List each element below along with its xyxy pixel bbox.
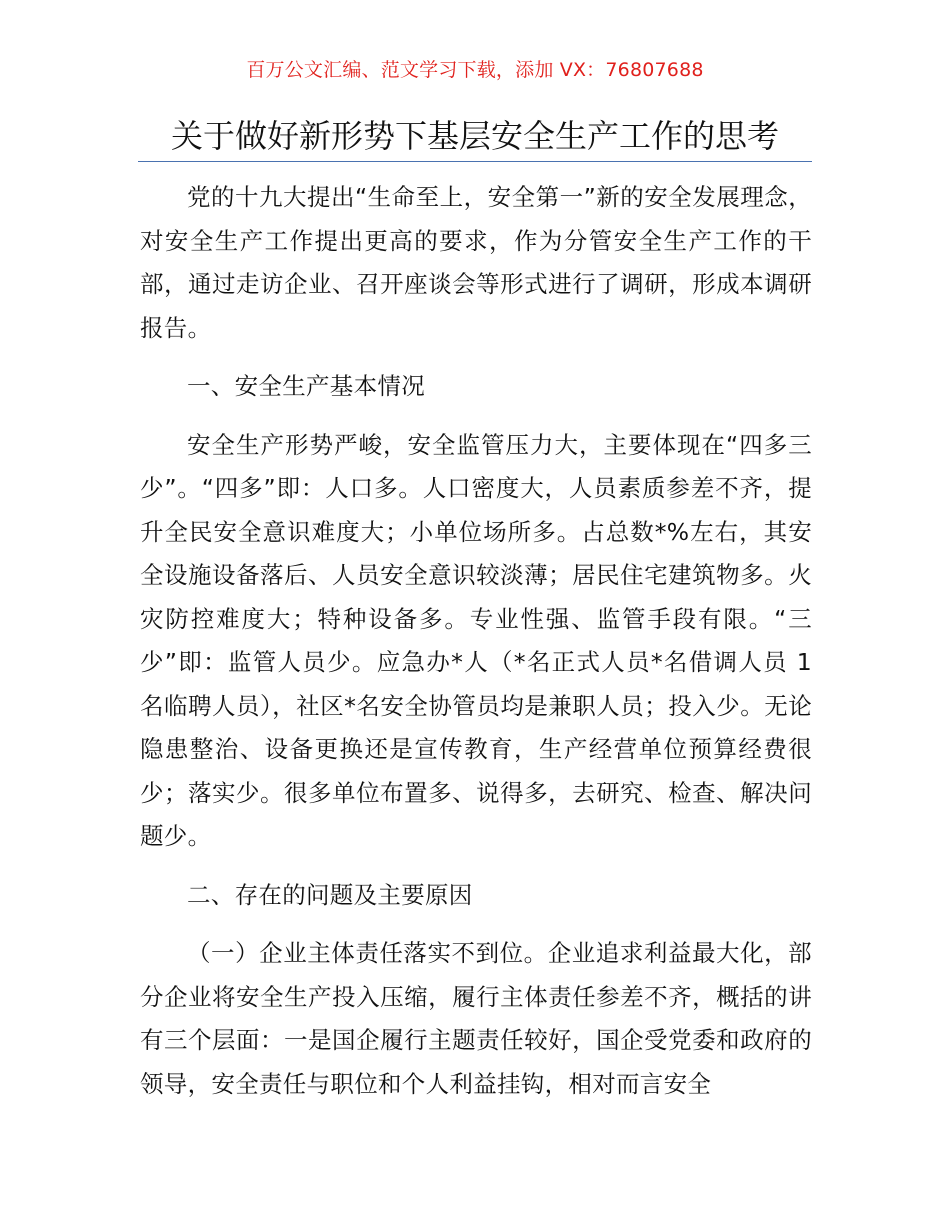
intro-paragraph: 党的十九大提出“生命至上，安全第一”新的安全发展理念，对安全生产工作提出更高的要求，作为分管安全生产工作的干部，通过走访企业、召开座谈会等形式进行了调研，形成本调研报告。	[140, 183, 812, 342]
document-body	[140, 176, 812, 1106]
paragraph-gap	[140, 859, 812, 874]
paragraph-gap	[140, 917, 812, 932]
section-1-heading: 一、安全生产基本情况	[187, 372, 425, 400]
section-2-paragraph: （一）企业主体责任落实不到位。企业追求利益最大化，部分企业将安全生产投入压缩，履行主体责任参差不齐，概括的讲有三个层面：一是国企履行主题责任较好，国企受党委和政府的领导，安全责任与职位和个人利益挂钩，相对而言安全	[140, 939, 812, 1098]
paragraph-gap	[140, 350, 812, 365]
title-underline	[138, 161, 812, 162]
document-title: 关于做好新形势下基层安全生产工作的思考	[170, 117, 779, 155]
header-banner: 百万公文汇编、范文学习下载，添加 VX：76807688	[246, 59, 704, 81]
section-1-paragraph: 安全生产形势严峻，安全监管压力大，主要体现在“四多三少”。“四多”即：人口多。人口密度大，人员素质参差不齐，提升全民安全意识难度大；小单位场所多。占总数*%左右，其安全设施设备落后、人员安全意识较淡薄；居民住宅建筑物多。火灾防控难度大；特种设备多。专业性强、监管手段有限。“三少”即：监管人员少。应急办*人（*名正式人员*名借调人员 1 名临聘人员），社区*名安全协管员均是兼职人员；投入少。无论隐患整治、设备更换还是宣传教育，生产经营单位预算经费很少；落实少。很多单位布置多、说得多，去研究、检查、解决问题少。	[140, 430, 812, 850]
paragraph-gap	[140, 409, 812, 424]
section-2-heading: 二、存在的问题及主要原因	[187, 880, 473, 909]
